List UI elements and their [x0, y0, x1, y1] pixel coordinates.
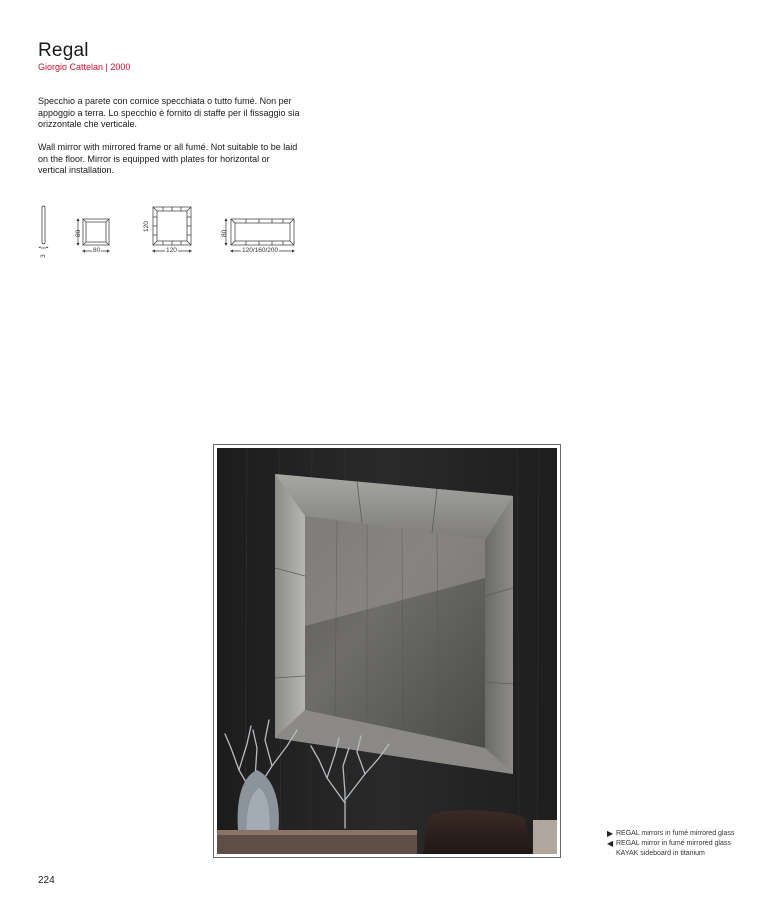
caption-text: KAYAK sideboard in titanium [616, 850, 705, 857]
arrow-right-icon: ▶ [607, 829, 614, 838]
caption-text: REGAL mirror in fumé mirrored glass [616, 840, 731, 847]
small-height-label: 80 [75, 229, 82, 237]
caption-line [607, 839, 734, 849]
designer-year: Giorgio Cattelan | 2000 [38, 62, 131, 72]
product-title: Regal [38, 40, 89, 61]
wide-height-label: 80 [221, 229, 228, 237]
caption-text: REGAL mirrors in fumé mirrored glass [616, 830, 735, 837]
caption-line [607, 829, 734, 839]
arrow-left-icon: ◀ [607, 839, 614, 848]
side-profile-drawing [41, 206, 46, 248]
medium-height-label: 120 [143, 221, 150, 232]
mirror-scene-illustration [217, 448, 557, 854]
small-width-label: 80 [93, 247, 101, 254]
dot-icon: · [607, 850, 610, 857]
page-number: 224 [38, 875, 55, 886]
caption-line [607, 849, 734, 859]
depth-label: 3 [40, 254, 47, 258]
description-english: Wall mirror with mirrored frame or all fumé. Not suitable to be laid on the floor. Mirror is equipped with plates for horizontal or vertical installation. [38, 142, 298, 175]
medium-width-label: 120 [166, 247, 177, 254]
description-italian: Specchio a parete con cornice specchiata o tutto fumé. Non per appoggio a terra. Lo specchio è fornito di staffe per il fissaggio sia orizzontale che verticale. [38, 96, 300, 129]
dimension-diagrams [34, 200, 304, 262]
photo-captions [607, 829, 734, 859]
product-photo [213, 444, 561, 858]
square-120-drawing [153, 207, 191, 251]
wide-width-label: 120/160/200 [242, 247, 279, 254]
